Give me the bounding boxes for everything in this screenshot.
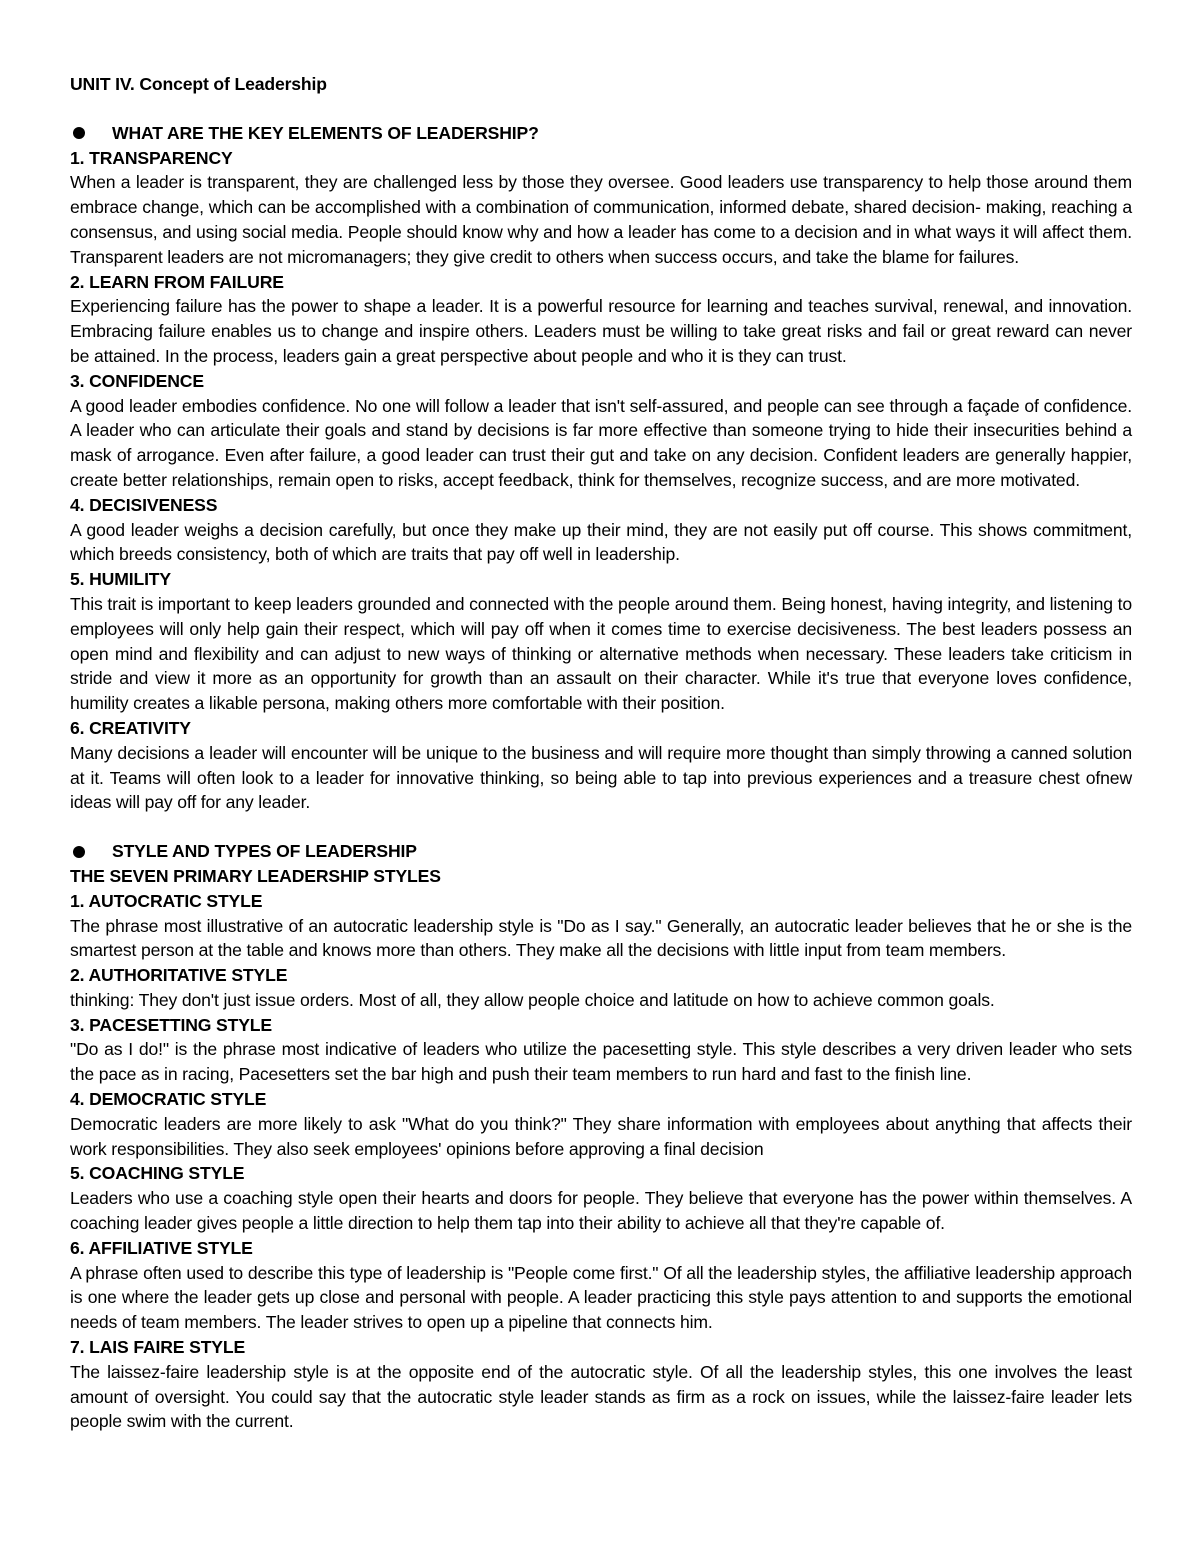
- list-item: [70, 1087, 1132, 1161]
- item-title: 2. AUTHORITATIVE STYLE: [70, 965, 288, 986]
- section-heading-text: STYLE AND TYPES OF LEADERSHIP: [112, 841, 417, 862]
- item-body: "Do as I do!" is the phrase most indicative of leaders who utilize the pacesetting style. This style describes a very driven leader who sets the pace as in racing, Pacesetters set the bar high and push their team members to run hard and fast to the finish line.: [70, 1039, 1132, 1085]
- item-title: 1. TRANSPARENCY: [70, 147, 233, 168]
- bullet-icon: [73, 127, 85, 139]
- section-subheading: THE SEVEN PRIMARY LEADERSHIP STYLES: [70, 865, 441, 886]
- section-leadership-styles: [70, 839, 1132, 1434]
- unit-title: UNIT IV. Concept of Leadership: [70, 74, 327, 94]
- list-item: [70, 716, 1132, 815]
- list-item: [70, 889, 1132, 963]
- list-item: [70, 270, 1132, 369]
- item-title: 3. PACESETTING STYLE: [70, 1014, 272, 1035]
- item-title: 4. DECISIVENESS: [70, 494, 218, 515]
- item-body: Experiencing failure has the power to shape a leader. It is a powerful resource for learning and teaches survival, renewal, and innovation. Embracing failure enables us to change and inspire others. Leaders must be willing to take great risks and fail or great reward can never be attained. In the process, leaders gain a great perspective about people and who it is they can trust.: [70, 296, 1132, 366]
- list-item: [70, 1161, 1132, 1235]
- section-heading-text: WHAT ARE THE KEY ELEMENTS OF LEADERSHIP?: [112, 122, 539, 143]
- item-body: thinking: They don't just issue orders. Most of all, they allow people choice and latitude on how to achieve common goals.: [70, 989, 995, 1010]
- item-title: 4. DEMOCRATIC STYLE: [70, 1089, 267, 1110]
- section-spacer: [70, 815, 1132, 839]
- section-key-elements: [70, 121, 1132, 815]
- list-item: [70, 567, 1132, 716]
- list-item: [70, 1236, 1132, 1335]
- list-item: [70, 493, 1132, 567]
- item-body: Leaders who use a coaching style open their hearts and doors for people. They believe that everyone has the power within themselves. A coaching leader gives people a little direction to help them tap into their ability to achieve all that they're capable of.: [70, 1188, 1132, 1234]
- item-body: When a leader is transparent, they are challenged less by those they oversee. Good leaders use transparency to help those around them embrace change, which can be accomplished with a combination of communication, informed debate, shared decision- making, reaching a consensus, and using social media. People should know why and how a leader has come to a decision and in what ways it will affect them. Transparent leaders are not micromanagers; they give credit to others when success occurs, and take the blame for failures.: [70, 172, 1132, 267]
- section-heading: [70, 839, 1132, 864]
- item-title: 6. AFFILIATIVE STYLE: [70, 1237, 253, 1258]
- item-title: 3. CONFIDENCE: [70, 370, 204, 391]
- list-item: [70, 369, 1132, 493]
- bullet-icon: [73, 846, 85, 858]
- item-title: 5. COACHING STYLE: [70, 1163, 245, 1184]
- item-body: This trait is important to keep leaders grounded and connected with the people around them. Being honest, having integrity, and listening to employees will only help gain their respect, which will pay off when it comes time to exercise decisiveness. The best leaders possess an open mind and flexibility and can adjust to new ways of thinking or alternative methods when necessary. These leaders take criticism in stride and view it more as an opportunity for growth than an assault on their character. While it's true that everyone loves confidence, humility creates a likable persona, making others more comfortable with their position.: [70, 593, 1132, 714]
- item-title: 7. LAIS FAIRE STYLE: [70, 1337, 246, 1358]
- item-title: 6. CREATIVITY: [70, 717, 191, 738]
- list-item: [70, 1335, 1132, 1434]
- item-body: A good leader embodies confidence. No one will follow a leader that isn't self-assured, and people can see through a façade of confidence. A leader who can articulate their goals and stand by decisions is far more effective than someone trying to hide their insecurities behind a mask of arrogance. Even after failure, a good leader can trust their gut and take on any decision. Confident leaders are generally happier, create better relationships, remain open to risks, accept feedback, think for themselves, recognize success, and are more motivated.: [70, 395, 1132, 490]
- list-item: [70, 963, 1132, 1013]
- list-item: [70, 1013, 1132, 1087]
- item-body: A phrase often used to describe this type of leadership is "People come first." Of all the leadership styles, the affiliative leadership approach is one where the leader gets up close and personal with people. A leader practicing this style pays attention to and supports the emotional needs of team members. The leader strives to open up a pipeline that connects him.: [70, 1262, 1132, 1333]
- item-title: 1. AUTOCRATIC STYLE: [70, 890, 263, 911]
- item-body: Many decisions a leader will encounter will be unique to the business and will require more thought than simply throwing a canned solution at it. Teams will often look to a leader for innovative thinking, so being able to tap into previous experiences and a treasure chest ofnew ideas will pay off for any leader.: [70, 742, 1132, 813]
- list-item: [70, 146, 1132, 270]
- document-page: [70, 72, 1132, 1434]
- section-heading: [70, 121, 1132, 146]
- item-body: Democratic leaders are more likely to ask "What do you think?" They share information with employees about anything that affects their work responsibilities. They also seek employees' opinions before approving a final decision: [70, 1113, 1132, 1159]
- item-body: The laissez-faire leadership style is at the opposite end of the autocratic style. Of all the leadership styles, this one involves the least amount of oversight. You could say that the autocratic style leader stands as firm as a rock on issues, while the laissez-faire leader lets people swim with the current.: [70, 1361, 1132, 1432]
- item-title: 5. HUMILITY: [70, 569, 171, 590]
- item-title: 2. LEARN FROM FAILURE: [70, 271, 284, 292]
- item-body: The phrase most illustrative of an autocratic leadership style is "Do as I say." Generally, an autocratic leader believes that he or she is the smartest person at the table and knows more than others. They make all the decisions with little input from team members.: [70, 915, 1132, 961]
- item-body: A good leader weighs a decision carefully, but once they make up their mind, they are not easily put off course. This shows commitment, which breeds consistency, both of which are traits that pay off well in leadership.: [70, 519, 1132, 565]
